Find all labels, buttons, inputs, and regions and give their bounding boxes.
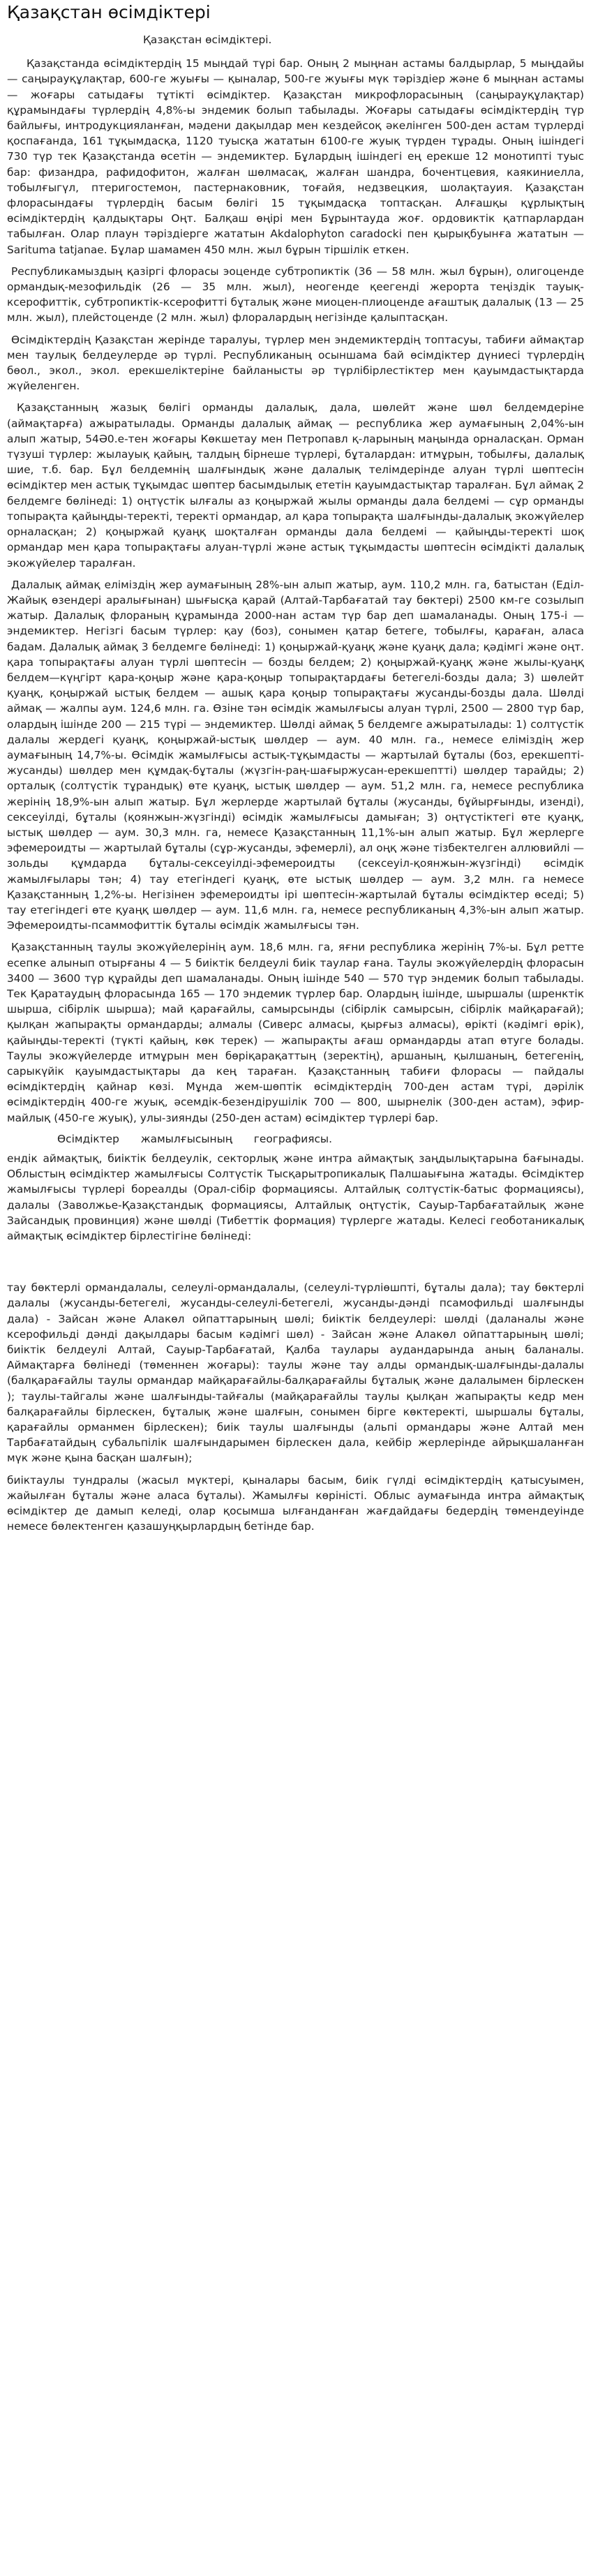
paragraph-forest-steppe: Қазақстанның жазық бөлігі орманды далалық, дала, шөлейт және шөл белдемдеріне (аймақтарға) ажыратылады. Орманды далалық аймақ — республика жер аумағының 2,04%-ын алып жатыр, 54Ә0.е-тен жоғары Көкшетау мен Петропавл қ-ларының маңында орналасқан. Орман түзуші түрлер: жылауық қайың, талдың бірнеше түрлері, бұталардан: итмұрын, тобылғы, далалық шие, т.б. бар. Бұл белдемнің шалғындық және далалық телімдерінде алуан түрлі шөптесін өсімдіктер мен астық тұқымдас шөптер басымдылық ететін қауымдастықтар таралған. Бұл аймақ 2 белдемге бөлінеді: 1) оңтүстік ылғалы аз қоңыржай жылы орманды дала белдемі — сұр орманды топырақта қайыңды-теректі, теректі ормандар, ал қара топырақта шалғынды-далалық экожүйелер орналасқан; 2) қоңыржай қуаңқ шоқталған орманды дала белдемі — қайыңды-теректі шоқ ормандар мен қара топырақтағы алуан-түрлі және астық тұқымдасты шөптесін өсімдікті далалық экожүйелер таралған.	[7, 401, 584, 569]
page-title: Қазақстан өсімдіктері	[7, 2, 211, 22]
section-heading-geography: Өсімдіктер жамылғысының географиясы.	[57, 1132, 332, 1145]
paragraph-geography-intro: ендік аймақтық, биіктік белдеулік, секторлық және интра аймақтық заңдылықтарына бағынады. Облыстың өсімдіктер жамылғысы Солтүстік Тысқарытропикалық Палшаығына жатады. Өсімдіктер жамылғысы түрлері бореалды (Орал-сібір формациясы. Алтайлық солтүстік-батыс формациясы), далалы (Заволжье-Қазақстандық формациясы, Алтайлық оңтүстік, Сауыр-Тарбағатайлық және Зайсандық провинция) және шөлді (Тибеттік формация) түрлерге жатады. Келесі геоботаникалық аймақтық өсімдіктер бірлестігіне бөлінеді:	[7, 1152, 584, 1243]
paragraph-distribution: Өсімдіктердің Қазақстан жерінде таралуы, түрлер мен эндемиктердің топтасуы, табиғи аймақтар мен таулық белдеулерде әр түрлі. Республиканың осыншама бай өсімдіктер дүниесі түрлердің бөол., экол., экол. ерекшеліктеріне байланысты әр түрлібірлестіктер мен қауымдастықтарда жүйеленген.	[7, 333, 584, 393]
spacer	[7, 1244, 584, 1280]
paragraph-overview: Қазақстанда өсімдіктердің 15 мыңдай түрі бар. Оның 2 мыңнан астамы балдырлар, 5 мыңдайы — саңырауқұлақтар, 600-ге жуығы — қыналар, 500-ге жуығы мүк тәріздіер және 6 мыңнан астамы — жоғары сатыдағы тұтікті өсімдіктер. Қазақстан микрофлорасының (саңырауқұлақтар) құрамындағы түрлердің 4,8%-ы эндемик болып табылады. Жоғары сатыдағы өсімдіктердің түр байлығы, интродукцияланған, мәдени дақылдар мен кездейсоқ әкелінген 500-ден астам түрлерді қоспағанда, 161 тұқымдасқа, 1120 туысқа жататын 6100-ге жуық түрден тұрады. Оның ішіндегі 730 түр тек Қазақстанда өсетін — эндемиктер. Бұлардың ішіндегі ең ерекше 12 монотипті туыс бар: физандра, рафидофитон, жалған шөлмасақ, жалған шандра, бочентцевия, каякиниелла, тобылғыгүл, птеригостемон, пастернаковник, тоғайя, недзвецкия, шолақтауия. Қазақстан флорасындағы түрлердің басым бөлігі 15 тұқымдасқа топтасқан. Алғашқы құрлықтың өсімдіктердің қалдықтары Оңт. Балқаш өңірі мен Бұрынтауда жоғ. ордовиктік қатпарлардан табылған. Олар плаун тәріздіерге жататын Akdalophyton caradocki пен қырықбуынға жататын — Saritumа tatjanae. Бұлар шамамен 450 млн. жыл бұрын тіршілік еткен.	[7, 57, 584, 256]
article-subtitle: Қазақстан өсімдіктері.	[143, 33, 272, 46]
paragraph-geography-zones: тау бөктерлі ормандалалы, селеулі-ормандалалы, (селеулі-түрліөшпті, бұталы дала); тау бөктерлі далалы (жусанды-бетегелі, жусанды-селеулі-бетегелі, жусанды-дәнді псамофильді шалғынды дала) - Зайсан және Алакөл ойпаттарының шөлі; биіктік белдеулері: шөлді (даланалы және ксерофильді дәнді дақылдары басым кәдімгі шөл) - Зайсан және Алакөл ойпаттарының шөлі; биіктік белдеулі Алтай, Сауыр-Тарбағатай, Қалба таулары аудандарында аның баланалы. Аймақтарға бөлінеді (төменнен жоғары): таулы және тау алды ормандық-шалғынды-далалы (балқарағайлы таулы ормандар майқарағайлы-балқарағайлы бұталық және далалымен бірлескен ); таулы-тайгалы және шалғынды-тайғалы (майқарағайлы таулы қылқан жапырақты кедр мен балқарағайлы бірлескен, бұталық және шалғын, сонымен бірге көктеректі, шыршалы бұталы, қарағайлы орманмен бірлескен); биік таулы шалғынды (альпі ормандары және Алтай мен Тарбағатайдың субальпілік шалғындарымен бірлескен дала, кейбір жерлерінде айрықшаланған мүк және қына басқан шалғын);	[7, 1281, 584, 1465]
paragraph-geography-tundra: биіктаулы тундралы (жасыл мүктері, қыналары басым, биік гүлді өсімдіктердің қатысуымен, жайылған бұталы және аласа бұталы). Жамылғы көріністі. Облыс аумағында интра аймақтық өсімдіктер де дамып келеді, олар қосымша ылғанданған жағдайдағы бедердің төмендеуінде немесе бөлектенген қазашуңқырлардың бетінде бар.	[7, 1473, 584, 1533]
paragraph-flora-history: Республикамыздың қазіргі флорасы эоценде субтропиктік (36 — 58 млн. жыл бұрын), олигоценде ормандық-мезофильдік (26 — 35 млн. жыл), неогенде қеегенді жерорта теңіздік тауық-ксерофиттік, субтропиктік-ксерофитті бұталық және миоцен-плиоценде ағаштық далалық (13 — 25 млн. жыл), плейстоценде (2 млн. жыл) флоралардың негізінде қалыптасқан.	[7, 265, 584, 325]
paragraph-steppe-desert: Далалық аймақ еліміздің жер аумағының 28%-ын алып жатыр, аум. 110,2 млн. га, батыстан (Еділ-Жайық өзендері аралығынан) шығысқа қарай (Алтай-Тарбағатай тау бөктері) 2500 км-ге созылып жатыр. Далалық флораның құрамында 2000-нан астам түр бар деп шамаланады. Оның 175-і — эндемиктер. Негізгі басым түрлер: қау (боз), сонымен қатар бетеге, тобылғы, қараған, аласа бадам. Далалық аймақ 3 белдемге бөлінеді: 1) қоңыржай-қуаңқ және қуаңқ дала; қәдімгі және оңт. қара топырақтағы алуан түрлі шөптесін — бозды белдем; 2) қоңыржай-қуаңқ және жылы-қуаңқ белдем—күңгірт қара-қоңыр және қара-қоңыр топырақтардағы бетегелі-бозды дала; 3) шөлейт қуаңқ, қоңыржай ыстық белдем — ашық қара қоңыр топырақтағы жусанды-бозды дала. Шөлді аймақ — жалпы аум. 124,6 млн. га. Өзіне тән өсімдік жамылғысы алуан түрлі, 2500 — 2800 түр бар, олардың ішінде 200 — 215 түрі — эндемиктер. Шөлді аймақ 5 белдемге ажыратылады: 1) солтүстік далалы жердегі қуаңқ, қоңыржай-ыстық шөлдер — аум. 40 млн. га., немесе еліміздің жер аумағының 14,7%-ы. Өсімдік жамылғысы астық-тұқымдасты — жартылай бұталы (боз, ерекшепті-жусанды) шөлдер мен құмдақ-бұталы (жүзгін-раң-шағыржусан-ерекшептті) шөлдер тарайды; 2) орталық (солтүстік тұрандық) өте қуаңқ, ыстық шөлдер — аум. 51,2 млн. га, немесе республика жерінің 18,9%-ын алып жатыр. Бұл жерлерде жартылай бұталы (жусанды, бұйырғынды, изенді), сексеуілді, бұталы (қоянжын-жүзгінді) өсімдік жамылғысы дамыған; 3) оңтүстіктегі өте қуаңқ, ыстық шөлдер — аум. 30,3 млн. га, немесе Қазақстанның 11,1%-ын алып жатыр. Бұл жерлерге эфемероидты — жартылай бұталы (сұр-жусанды, эфемерлі), ал оңқ және тізбектелген аллювийлі — зольды құмдарда бұталы-сексеуілді-эфемероидты (сексеуіл-қоянжын-жүзгінді) өсімдік жамылғылары тән; 4) тау етегіндегі қуаңқ, өте ыстық шөлдер — аум. 3,2 млн. га немесе Қазақстанның 1,2%-ы. Негізінен эфемероидты ірі шөптесін-жартылай бұталы өсімдіктер өседі; 5) тау етегіндегі өте қуаңқ шөлдер — аум. 11,6 млн. га, немесе республиканың 4,3%-ын алып жатыр. Эфемероидты-псаммофиттік бұталы өсімдік жамылғысы тән.	[7, 578, 584, 932]
paragraph-mountains: Қазақстанның таулы экожүйелерінің аум. 18,6 млн. га, яғни республика жерінің 7%-ы. Бұл ретте есепке алынып отырғаны 4 — 5 биіктік белдеулі биік таулар ғана. Таулы экожүйелердің флорасын 3400 — 3600 түр құрайды деп шамаланады. Оның ішінде 540 — 570 түр эндемик болып табылады. Тек Қаратаудың флорасында 165 — 170 эндемик түрлер бар. Олардың ішінде, шыршалы (шренктік шырша, сібірлік шырша); май қарағайлы, самырсынды (сібірлік самырсын, сібірлік майқарағай); қылқан жапырақты ормандарды; алмалы (Сиверс алмасы, қырғыз алмасы), өрікті (кәдімгі өрік), қайыңды-теректі (түкті қайың, көк терек) — жапырақты ағаш ормандарды атап өтуге болады. Таулы экожүйелерде итмұрын мен бөріқарақаттың (зеректің), аршаның, қылшаның, бетегенің, сарыкүйік қауымдастықтары да кең тараған. Қазақстанның табиғи флорасы — пайдалы өсімдіктердің қайнар көзі. Мұнда жем-шөптік өсімдіктердің 700-ден астам түрі, дәрілік өсімдіктердің 400-ге жуық, әсемдік-безендірушілік 700 — 800, шырнелік (300-ден астам), эфир-майлық (450-ге жуық), улы-зиянды (250-ден астам) өсімдіктер түрлері бар.	[7, 941, 584, 1124]
